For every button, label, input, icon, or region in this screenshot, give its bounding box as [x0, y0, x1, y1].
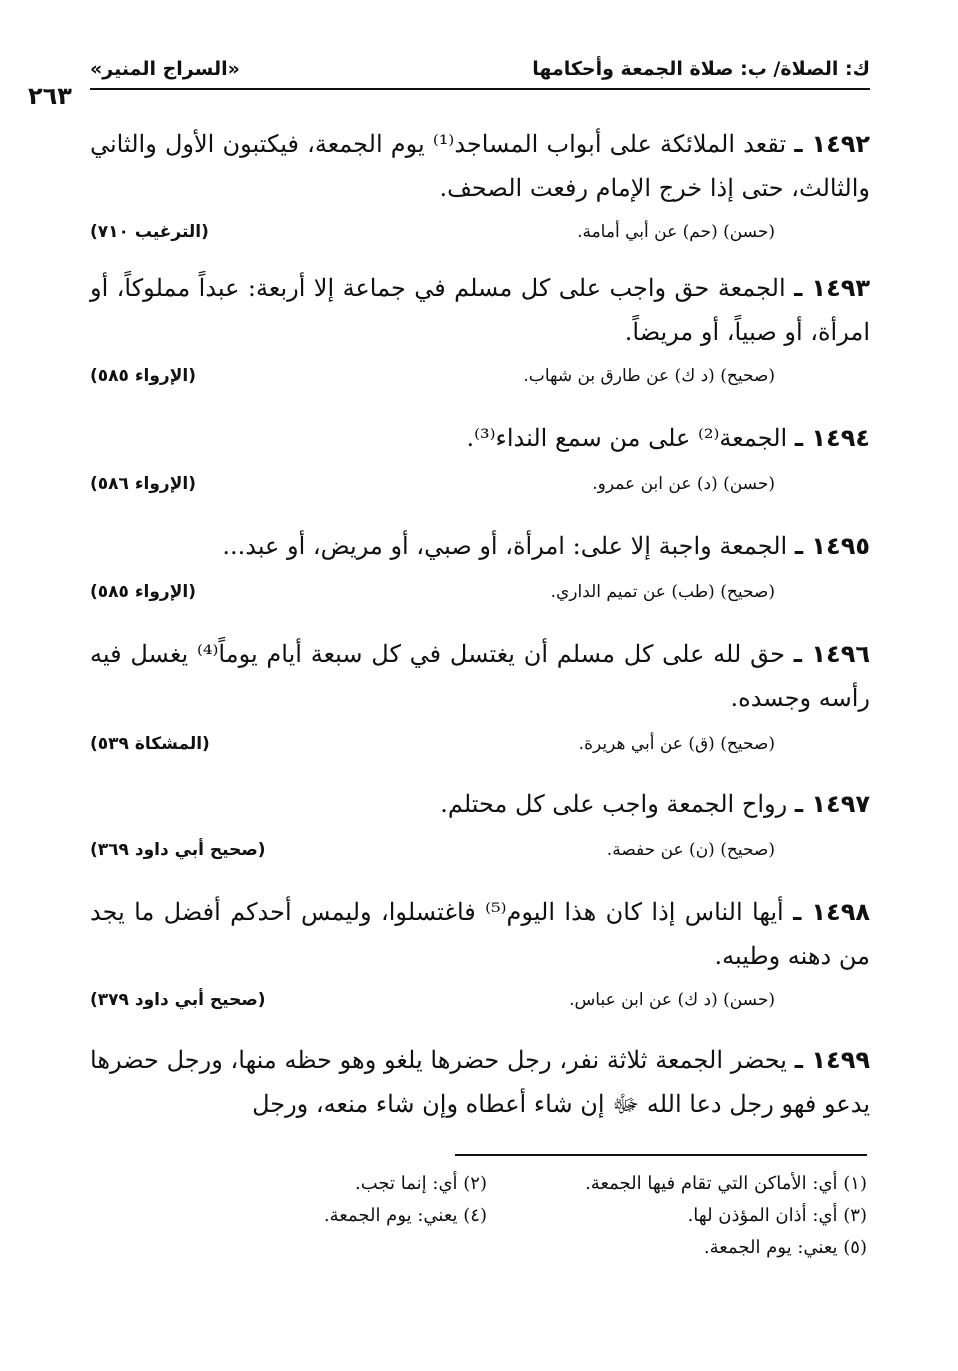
- hadith-reference: (المشكاة ٥٣٩): [90, 734, 210, 754]
- hadith-text: الجمعة حق واجب على كل مسلم في جماعة إلا أربعة: عبداً مملوكاً، أو امرأة، أو صبياً، أو مريضاً.: [90, 274, 870, 346]
- footnote-2: (٢) أي: إنما تجب.: [355, 1173, 487, 1194]
- hadith-reference: (صحيح أبي داود ٣٧٩): [90, 990, 266, 1010]
- hadith-reference: (صحيح أبي داود ٣٦٩): [90, 840, 266, 860]
- hadith-entry: [90, 266, 870, 396]
- header-rule: [90, 88, 870, 90]
- footnote-3: (٣) أي: أذان المؤذن لها.: [687, 1205, 867, 1226]
- hadith-source: (صحيح) (طب) عن تميم الداري.: [550, 582, 775, 602]
- hadith-entry: [90, 890, 870, 1020]
- footnote-row: [300, 1232, 867, 1264]
- hadith-meta: [90, 840, 870, 870]
- hadith-entry: [90, 122, 870, 252]
- hadith-number: ١٤٩٧ ـ: [794, 790, 870, 818]
- footnotes: [300, 1168, 867, 1264]
- hadith-text-block: [90, 416, 870, 460]
- hadith-text: يحضر الجمعة ثلاثة نفر، رجل حضرها يلغو وهو حظه منها، ورجل حضرها يدعو فهو رجل دعا الله ﷻ إن شاء أعطاه وإن شاء منعه، ورجل: [90, 1046, 870, 1118]
- hadith-number: ١٤٩٦ ـ: [793, 640, 870, 668]
- hadith-meta: [90, 366, 870, 396]
- hadith-reference: (الإرواء ٥٨٥): [90, 582, 196, 602]
- hadith-meta: [90, 474, 870, 504]
- hadith-entry: [90, 632, 870, 764]
- hadith-number: ١٤٩٢ ـ: [794, 130, 871, 158]
- hadith-reference: (الترغيب ٧١٠): [90, 222, 209, 242]
- hadith-meta: [90, 990, 870, 1020]
- hadith-number: ١٤٩٣ ـ: [794, 274, 871, 302]
- footnote-4: (٤) يعني: يوم الجمعة.: [323, 1205, 487, 1226]
- hadith-text-block: [90, 524, 870, 568]
- hadith-source: (حسن) (حم) عن أبي أمامة.: [577, 222, 775, 242]
- hadith-text-block: [90, 1038, 870, 1126]
- hadith-text: حق لله على كل مسلم أن يغتسل في كل سبعة أيام يوماً⁽⁴⁾ يغسل فيه رأسه وجسده.: [90, 640, 870, 712]
- hadith-reference: (الإرواء ٥٨٥): [90, 366, 196, 386]
- footnote-5: (٥) يعني: يوم الجمعة.: [703, 1237, 867, 1258]
- footnote-row: [300, 1168, 867, 1200]
- hadith-source: (صحيح) (د ك) عن طارق بن شهاب.: [523, 366, 775, 386]
- hadith-entry: [90, 524, 870, 612]
- hadith-text: أيها الناس إذا كان هذا اليوم⁽⁵⁾ فاغتسلوا، وليمس أحدكم أفضل ما يجد من دهنه وطيبه.: [90, 898, 870, 970]
- hadith-meta: [90, 734, 870, 764]
- hadith-meta: [90, 222, 870, 252]
- hadith-source: (صحيح) (ق) عن أبي هريرة.: [578, 734, 775, 754]
- hadith-text: تقعد الملائكة على أبواب المساجد⁽¹⁾ يوم الجمعة، فيكتبون الأول والثاني والثالث، حتى إذا خرج الإمام رفعت الصحف.: [90, 130, 870, 202]
- hadith-text: رواح الجمعة واجب على كل محتلم.: [440, 790, 788, 818]
- hadith-text-block: [90, 266, 870, 354]
- page-number: ٢٦٣: [28, 82, 72, 110]
- hadith-reference: (الإرواء ٥٨٦): [90, 474, 196, 494]
- hadith-number: ١٤٩٨ ـ: [793, 898, 870, 926]
- hadith-entry: [90, 782, 870, 870]
- book-title: «السراج المنير»: [90, 58, 240, 80]
- hadith-source: (حسن) (د) عن ابن عمرو.: [592, 474, 775, 494]
- footnote-row: [300, 1200, 867, 1232]
- hadith-text-block: [90, 632, 870, 720]
- footnote-1: (١) أي: الأماكن التي تقام فيها الجمعة.: [585, 1173, 867, 1194]
- hadith-number: ١٤٩٥ ـ: [794, 532, 870, 560]
- hadith-number: ١٤٩٩ ـ: [794, 1046, 870, 1074]
- hadith-text-block: [90, 122, 870, 210]
- hadith-text: الجمعة واجبة إلا على: امرأة، أو صبي، أو مريض، أو عبد...: [222, 532, 788, 560]
- hadith-text-block: [90, 890, 870, 978]
- hadith-entry: [90, 1038, 870, 1126]
- hadith-text: الجمعة⁽²⁾ على من سمع النداء⁽³⁾.: [466, 424, 788, 452]
- hadith-source: (صحيح) (ن) عن حفصة.: [606, 840, 775, 860]
- running-header: [90, 52, 870, 92]
- hadith-text-block: [90, 782, 870, 826]
- hadith-source: (حسن) (د ك) عن ابن عباس.: [569, 990, 775, 1010]
- hadith-number: ١٤٩٤ ـ: [794, 424, 870, 452]
- footnote-rule: [455, 1154, 867, 1156]
- hadith-meta: [90, 582, 870, 612]
- chapter-title: ك: الصلاة/ ب: صلاة الجمعة وأحكامها: [532, 58, 870, 80]
- hadith-entry: [90, 416, 870, 504]
